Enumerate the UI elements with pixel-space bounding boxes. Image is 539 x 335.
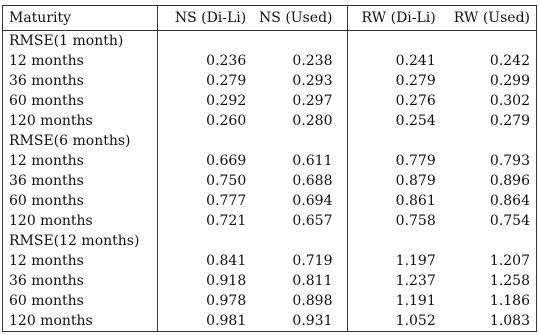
cell-ns-used: 0.657	[292, 213, 333, 229]
empty-cell	[252, 31, 347, 52]
cell-rw-used: 0.302	[489, 93, 530, 109]
cell-rw-dili: 0.276	[347, 91, 442, 111]
cell-rw-dili: 0.861	[347, 191, 442, 211]
cell-rw-dili: 1.197	[347, 251, 442, 271]
section-label: RMSE(1 month)	[9, 33, 124, 49]
cell-ns-dili: 0.918	[158, 271, 253, 291]
cell-ns-used: 0.898	[292, 293, 333, 309]
cell-ns-dili: 0.777	[158, 191, 253, 211]
cell-rw-used: 1.083	[489, 313, 530, 329]
table-row	[3, 251, 537, 271]
cell-rw-used: 1.186	[489, 293, 530, 309]
cell-maturity: 60 months	[9, 293, 84, 309]
cell-rw-dili: 0.241	[347, 51, 442, 71]
table-row	[3, 271, 537, 291]
cell-rw-used: 1.207	[489, 253, 530, 269]
cell-rw-dili: 1.237	[347, 271, 442, 291]
cell-maturity: 120 months	[9, 113, 93, 129]
cell-rw-dili: 0.254	[347, 111, 442, 131]
cell-rw-dili: 0.758	[347, 211, 442, 231]
cell-ns-used: 0.811	[292, 273, 333, 289]
table-row	[3, 211, 537, 231]
cell-maturity: 60 months	[9, 93, 84, 109]
empty-cell	[442, 31, 537, 52]
cell-ns-used: 0.238	[292, 53, 333, 69]
empty-cell	[158, 231, 253, 251]
cell-rw-used: 0.896	[489, 173, 530, 189]
header-row	[3, 6, 537, 31]
cell-rw-dili: 1.052	[347, 311, 442, 332]
table-row	[3, 111, 537, 131]
cell-ns-used: 0.280	[292, 113, 333, 129]
empty-cell	[347, 231, 442, 251]
table-body	[3, 31, 537, 332]
cell-rw-dili: 1.191	[347, 291, 442, 311]
cell-rw-dili: 0.279	[347, 71, 442, 91]
cell-maturity: 120 months	[9, 313, 93, 329]
section-header-row	[3, 131, 537, 151]
table-row	[3, 311, 537, 332]
empty-cell	[158, 131, 253, 151]
cell-maturity: 12 months	[9, 53, 84, 69]
header-rw-used: RW (Used)	[442, 6, 537, 31]
empty-cell	[442, 131, 537, 151]
section-label: RMSE(12 months)	[9, 233, 140, 249]
cell-ns-dili: 0.841	[158, 251, 253, 271]
header-rw-dili: RW (Di-Li)	[347, 6, 442, 31]
cell-ns-dili: 0.978	[158, 291, 253, 311]
cell-ns-used: 0.694	[292, 193, 333, 209]
cell-maturity: 12 months	[9, 153, 84, 169]
cell-ns-used: 0.719	[292, 253, 333, 269]
cell-ns-dili: 0.981	[158, 311, 253, 332]
table-row	[3, 71, 537, 91]
cell-ns-used: 0.297	[292, 93, 333, 109]
table-row	[3, 191, 537, 211]
cell-maturity: 60 months	[9, 193, 84, 209]
table-row	[3, 151, 537, 171]
cell-rw-dili: 0.879	[347, 171, 442, 191]
table-row	[3, 171, 537, 191]
empty-cell	[252, 131, 347, 151]
cell-rw-used: 0.793	[489, 153, 530, 169]
section-header-row	[3, 231, 537, 251]
cell-ns-used: 0.611	[292, 153, 333, 169]
cell-maturity: 36 months	[9, 173, 84, 189]
cell-maturity: 36 months	[9, 73, 84, 89]
cell-rw-used: 1.258	[489, 273, 530, 289]
table-row	[3, 291, 537, 311]
cell-rw-used: 0.299	[489, 73, 530, 89]
section-label: RMSE(6 months)	[9, 133, 131, 149]
header-maturity: Maturity	[3, 6, 158, 31]
empty-cell	[347, 131, 442, 151]
cell-ns-dili: 0.292	[158, 91, 253, 111]
empty-cell	[442, 231, 537, 251]
table-row	[3, 51, 537, 71]
table-row	[3, 91, 537, 111]
cell-rw-used: 0.864	[489, 193, 530, 209]
cell-ns-dili: 0.236	[158, 51, 253, 71]
cell-ns-dili: 0.260	[158, 111, 253, 131]
empty-cell	[158, 31, 253, 52]
cell-rw-dili: 0.779	[347, 151, 442, 171]
cell-maturity: 120 months	[9, 213, 93, 229]
section-header-row	[3, 31, 537, 52]
cell-rw-used: 0.242	[489, 53, 530, 69]
header-ns-used: NS (Used)	[252, 6, 347, 31]
cell-ns-dili: 0.721	[158, 211, 253, 231]
cell-ns-dili: 0.750	[158, 171, 253, 191]
header-ns-dili: NS (Di-Li)	[158, 6, 253, 31]
empty-cell	[347, 31, 442, 52]
cell-ns-dili: 0.669	[158, 151, 253, 171]
cell-ns-dili: 0.279	[158, 71, 253, 91]
cell-rw-used: 0.754	[489, 213, 530, 229]
cell-ns-used: 0.931	[292, 313, 333, 329]
cell-ns-used: 0.293	[292, 73, 333, 89]
empty-cell	[252, 231, 347, 251]
cell-rw-used: 0.279	[489, 113, 530, 129]
cell-ns-used: 0.688	[292, 173, 333, 189]
cell-maturity: 12 months	[9, 253, 84, 269]
cell-maturity: 36 months	[9, 273, 84, 289]
rmse-table	[2, 5, 537, 332]
